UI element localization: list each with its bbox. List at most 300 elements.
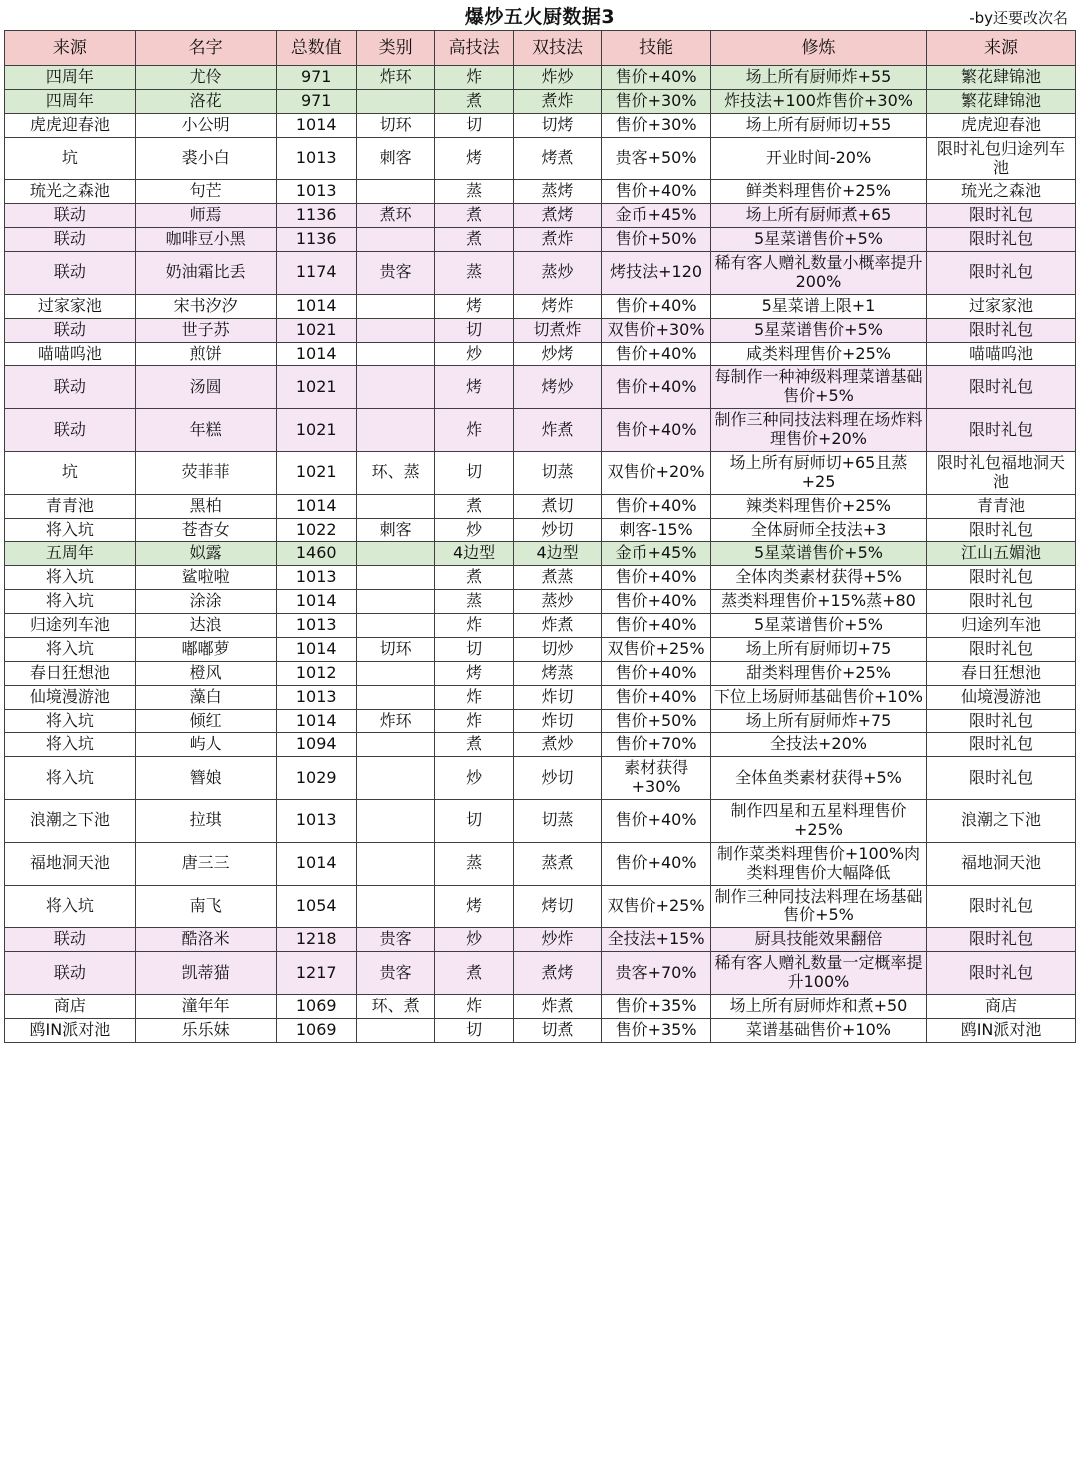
cell-training: 辣类料理售价+25% [710, 494, 926, 518]
cell-skill: 售价+40% [602, 614, 711, 638]
cell-training: 下位上场厨师基础售价+10% [710, 685, 926, 709]
table-header [5, 31, 1076, 66]
cell-total: 1014 [276, 113, 356, 137]
cell-type [356, 180, 434, 204]
cell-total: 1013 [276, 137, 356, 180]
cell-name: 年糕 [135, 409, 276, 452]
cell-dual-skill: 煮炒 [513, 733, 601, 757]
cell-type: 煮环 [356, 204, 434, 228]
cell-skill: 售价+30% [602, 89, 711, 113]
cell-name: 世子苏 [135, 318, 276, 342]
cell-name: 嘟嘟萝 [135, 637, 276, 661]
cell-total: 1012 [276, 661, 356, 685]
cell-skill: 贵客+70% [602, 952, 711, 995]
cell-dual-skill: 炒切 [513, 757, 601, 800]
cell-high-skill: 煮 [435, 733, 513, 757]
cell-name: 姒露 [135, 542, 276, 566]
cell-source: 四周年 [5, 89, 136, 113]
cell-high-skill: 切 [435, 113, 513, 137]
cell-dual-skill: 炒烤 [513, 342, 601, 366]
cell-name: 屿人 [135, 733, 276, 757]
cell-skill: 贵客+50% [602, 137, 711, 180]
table-row [5, 994, 1076, 1018]
cell-source2: 限时礼包 [927, 204, 1076, 228]
cell-source2: 虎虎迎春池 [927, 113, 1076, 137]
cell-total: 1218 [276, 928, 356, 952]
cell-type: 炸环 [356, 709, 434, 733]
cell-skill: 金币+45% [602, 542, 711, 566]
cell-total: 1021 [276, 451, 356, 494]
cell-name: 乐乐妹 [135, 1018, 276, 1042]
table-row [5, 614, 1076, 638]
table-header-row [5, 31, 1076, 66]
cell-type [356, 590, 434, 614]
cell-type [356, 342, 434, 366]
cell-source2: 限时礼包归途列车池 [927, 137, 1076, 180]
cell-source2: 仙境漫游池 [927, 685, 1076, 709]
cell-source: 联动 [5, 366, 136, 409]
cell-dual-skill: 煮烤 [513, 204, 601, 228]
table-row [5, 180, 1076, 204]
table-row [5, 757, 1076, 800]
table-row [5, 66, 1076, 90]
cell-skill: 售价+40% [602, 800, 711, 843]
cell-training: 制作三种同技法料理在场基础售价+5% [710, 885, 926, 928]
table-row [5, 494, 1076, 518]
cell-training: 每制作一种神级料理菜谱基础售价+5% [710, 366, 926, 409]
cell-high-skill: 切 [435, 800, 513, 843]
cell-high-skill: 炒 [435, 342, 513, 366]
cell-high-skill: 炒 [435, 928, 513, 952]
cell-type [356, 661, 434, 685]
cell-total: 1013 [276, 685, 356, 709]
cell-high-skill: 炸 [435, 685, 513, 709]
cell-source: 将入坑 [5, 566, 136, 590]
cell-source2: 限时礼包 [927, 952, 1076, 995]
cell-total: 1013 [276, 800, 356, 843]
cell-skill: 金币+45% [602, 204, 711, 228]
cell-type [356, 566, 434, 590]
cell-source: 喵喵呜池 [5, 342, 136, 366]
cell-dual-skill: 切煮炸 [513, 318, 601, 342]
cell-dual-skill: 烤炒 [513, 366, 601, 409]
cell-source: 联动 [5, 228, 136, 252]
cell-source2: 过家家池 [927, 294, 1076, 318]
cell-high-skill: 烤 [435, 294, 513, 318]
cell-source: 联动 [5, 252, 136, 295]
cell-high-skill: 蒸 [435, 252, 513, 295]
cell-high-skill: 煮 [435, 952, 513, 995]
cell-skill: 售价+40% [602, 366, 711, 409]
cell-type [356, 89, 434, 113]
column-header-high-skill: 高技法 [435, 31, 513, 66]
cell-name: 荧菲菲 [135, 451, 276, 494]
cell-training: 5星菜谱售价+5% [710, 614, 926, 638]
cell-training: 全体鱼类素材获得+5% [710, 757, 926, 800]
cell-name: 倾红 [135, 709, 276, 733]
cell-dual-skill: 蒸烤 [513, 180, 601, 204]
cell-name: 小公明 [135, 113, 276, 137]
cell-dual-skill: 煮烤 [513, 952, 601, 995]
table-row [5, 409, 1076, 452]
cell-name: 洛花 [135, 89, 276, 113]
cell-name: 汤圆 [135, 366, 276, 409]
cell-skill: 双售价+25% [602, 637, 711, 661]
cell-name: 裘小白 [135, 137, 276, 180]
cell-total: 1014 [276, 294, 356, 318]
cell-training: 场上所有厨师切+75 [710, 637, 926, 661]
table-row [5, 342, 1076, 366]
cell-skill: 售价+40% [602, 661, 711, 685]
cell-source: 福地洞天池 [5, 842, 136, 885]
cell-skill: 售价+50% [602, 709, 711, 733]
cell-name: 咖啡豆小黑 [135, 228, 276, 252]
cell-skill: 售价+50% [602, 228, 711, 252]
cell-training: 鲜类料理售价+25% [710, 180, 926, 204]
cell-source2: 浪潮之下池 [927, 800, 1076, 843]
cell-source2: 限时礼包 [927, 252, 1076, 295]
cell-high-skill: 炒 [435, 757, 513, 800]
cell-source: 浪潮之下池 [5, 800, 136, 843]
table-row [5, 842, 1076, 885]
cell-source2: 江山五媚池 [927, 542, 1076, 566]
cell-name: 唐三三 [135, 842, 276, 885]
cell-source: 四周年 [5, 66, 136, 90]
cell-skill: 双售价+30% [602, 318, 711, 342]
cell-training: 开业时间-20% [710, 137, 926, 180]
cell-source2: 限时礼包 [927, 733, 1076, 757]
cell-type: 刺客 [356, 518, 434, 542]
cell-type [356, 366, 434, 409]
cell-source2: 繁花肆锦池 [927, 66, 1076, 90]
table-row [5, 366, 1076, 409]
cell-source2: 限时礼包 [927, 637, 1076, 661]
cell-high-skill: 煮 [435, 494, 513, 518]
cell-name: 尤伶 [135, 66, 276, 90]
cell-source: 归途列车池 [5, 614, 136, 638]
cell-training: 稀有客人赠礼数量一定概率提升100% [710, 952, 926, 995]
table-row [5, 451, 1076, 494]
cell-training: 5星菜谱上限+1 [710, 294, 926, 318]
cell-source: 商店 [5, 994, 136, 1018]
cell-source: 坑 [5, 137, 136, 180]
cell-source: 将入坑 [5, 590, 136, 614]
cell-source2: 琉光之森池 [927, 180, 1076, 204]
cell-source: 将入坑 [5, 518, 136, 542]
table-row [5, 566, 1076, 590]
cell-source2: 限时礼包 [927, 928, 1076, 952]
table-row [5, 733, 1076, 757]
cell-skill: 售价+40% [602, 566, 711, 590]
cell-total: 1022 [276, 518, 356, 542]
cell-skill: 售价+40% [602, 294, 711, 318]
cell-name: 南飞 [135, 885, 276, 928]
cell-skill: 双售价+25% [602, 885, 711, 928]
cell-source: 将入坑 [5, 733, 136, 757]
cell-source2: 限时礼包 [927, 566, 1076, 590]
cell-training: 制作三种同技法料理在场炸料理售价+20% [710, 409, 926, 452]
cell-skill: 售价+35% [602, 1018, 711, 1042]
cell-source2: 喵喵呜池 [927, 342, 1076, 366]
cell-dual-skill: 炸煮 [513, 409, 601, 452]
cell-dual-skill: 切炒 [513, 637, 601, 661]
table-row [5, 318, 1076, 342]
cell-training: 全体肉类素材获得+5% [710, 566, 926, 590]
cell-source: 联动 [5, 409, 136, 452]
cell-high-skill: 烤 [435, 366, 513, 409]
cell-high-skill: 炸 [435, 709, 513, 733]
cell-source2: 限时礼包 [927, 409, 1076, 452]
cell-training: 场上所有厨师切+55 [710, 113, 926, 137]
cell-source2: 春日狂想池 [927, 661, 1076, 685]
cell-name: 煎饼 [135, 342, 276, 366]
cell-training: 菜谱基础售价+10% [710, 1018, 926, 1042]
table-row [5, 204, 1076, 228]
cell-high-skill: 煮 [435, 89, 513, 113]
cell-total: 1069 [276, 1018, 356, 1042]
cell-skill: 售价+40% [602, 180, 711, 204]
cell-source: 仙境漫游池 [5, 685, 136, 709]
cell-training: 场上所有厨师煮+65 [710, 204, 926, 228]
cell-dual-skill: 蒸炒 [513, 252, 601, 295]
byline: -by还要改次名 [969, 9, 1068, 27]
cell-high-skill: 4边型 [435, 542, 513, 566]
column-header-training: 修炼 [710, 31, 926, 66]
cell-name: 潼年年 [135, 994, 276, 1018]
cell-source: 联动 [5, 952, 136, 995]
cell-training: 场上所有厨师切+65且蒸+25 [710, 451, 926, 494]
table-row [5, 637, 1076, 661]
cell-skill: 售价+40% [602, 66, 711, 90]
cell-type [356, 757, 434, 800]
cell-high-skill: 煮 [435, 204, 513, 228]
cell-total: 1021 [276, 409, 356, 452]
cell-dual-skill: 炒切 [513, 518, 601, 542]
cell-source2: 青青池 [927, 494, 1076, 518]
cell-total: 1094 [276, 733, 356, 757]
cell-type: 切环 [356, 113, 434, 137]
column-header-skill: 技能 [602, 31, 711, 66]
cell-total: 1174 [276, 252, 356, 295]
table-row [5, 590, 1076, 614]
cell-source2: 鸥IN派对池 [927, 1018, 1076, 1042]
cell-training: 蒸类料理售价+15%蒸+80 [710, 590, 926, 614]
cell-source: 将入坑 [5, 709, 136, 733]
column-header-source2: 来源 [927, 31, 1076, 66]
cell-source: 春日狂想池 [5, 661, 136, 685]
cell-high-skill: 炸 [435, 66, 513, 90]
column-header-source: 来源 [5, 31, 136, 66]
cell-dual-skill: 炸炒 [513, 66, 601, 90]
cell-type: 环、煮 [356, 994, 434, 1018]
title-row [4, 4, 1076, 30]
cell-total: 1460 [276, 542, 356, 566]
cell-name: 师焉 [135, 204, 276, 228]
cell-dual-skill: 烤蒸 [513, 661, 601, 685]
cell-type [356, 800, 434, 843]
cell-source2: 限时礼包 [927, 885, 1076, 928]
cell-training: 场上所有厨师炸和煮+50 [710, 994, 926, 1018]
cell-dual-skill: 煮蒸 [513, 566, 601, 590]
cell-total: 1069 [276, 994, 356, 1018]
cell-high-skill: 切 [435, 1018, 513, 1042]
cell-total: 1054 [276, 885, 356, 928]
cell-type: 环、蒸 [356, 451, 434, 494]
cell-high-skill: 蒸 [435, 180, 513, 204]
cell-high-skill: 烤 [435, 137, 513, 180]
cell-dual-skill: 炸煮 [513, 614, 601, 638]
table-row [5, 518, 1076, 542]
cell-source: 琉光之森池 [5, 180, 136, 204]
cell-type [356, 1018, 434, 1042]
cell-training: 5星菜谱售价+5% [710, 542, 926, 566]
cell-training: 稀有客人赠礼数量小概率提升200% [710, 252, 926, 295]
cell-source: 联动 [5, 204, 136, 228]
cell-name: 拉琪 [135, 800, 276, 843]
cell-total: 1029 [276, 757, 356, 800]
table-row [5, 1018, 1076, 1042]
table-row [5, 928, 1076, 952]
cell-name: 鲨啦啦 [135, 566, 276, 590]
cell-name: 簪娘 [135, 757, 276, 800]
cell-source: 五周年 [5, 542, 136, 566]
cell-skill: 售价+40% [602, 685, 711, 709]
cell-type: 刺客 [356, 137, 434, 180]
table-row [5, 685, 1076, 709]
cell-total: 1021 [276, 366, 356, 409]
cell-name: 句芒 [135, 180, 276, 204]
cell-skill: 双售价+20% [602, 451, 711, 494]
cell-source: 联动 [5, 928, 136, 952]
cell-name: 苍杳女 [135, 518, 276, 542]
cell-training: 厨具技能效果翻倍 [710, 928, 926, 952]
cell-total: 971 [276, 89, 356, 113]
cell-skill: 售价+40% [602, 494, 711, 518]
cell-dual-skill: 炒炸 [513, 928, 601, 952]
table-row [5, 252, 1076, 295]
cell-skill: 刺客-15% [602, 518, 711, 542]
cell-total: 1013 [276, 614, 356, 638]
cell-dual-skill: 切蒸 [513, 800, 601, 843]
table-row [5, 709, 1076, 733]
cell-total: 971 [276, 66, 356, 90]
cell-total: 1014 [276, 709, 356, 733]
cell-source: 坑 [5, 451, 136, 494]
cell-dual-skill: 煮切 [513, 494, 601, 518]
cell-total: 1013 [276, 566, 356, 590]
cell-high-skill: 切 [435, 318, 513, 342]
cell-total: 1136 [276, 228, 356, 252]
cell-skill: 售价+35% [602, 994, 711, 1018]
cell-type: 切环 [356, 637, 434, 661]
cell-source2: 繁花肆锦池 [927, 89, 1076, 113]
cell-source: 鸥IN派对池 [5, 1018, 136, 1042]
cell-source2: 限时礼包 [927, 366, 1076, 409]
cell-dual-skill: 切煮 [513, 1018, 601, 1042]
cell-high-skill: 烤 [435, 661, 513, 685]
cell-dual-skill: 蒸煮 [513, 842, 601, 885]
cell-source2: 限时礼包 [927, 590, 1076, 614]
cell-high-skill: 切 [435, 451, 513, 494]
cell-skill: 烤技法+120 [602, 252, 711, 295]
cell-name: 酷洛米 [135, 928, 276, 952]
cell-high-skill: 炸 [435, 409, 513, 452]
cell-total: 1021 [276, 318, 356, 342]
cell-training: 全体厨师全技法+3 [710, 518, 926, 542]
cell-total: 1217 [276, 952, 356, 995]
cell-name: 奶油霜比丢 [135, 252, 276, 295]
cell-high-skill: 烤 [435, 885, 513, 928]
cell-training: 制作菜类料理售价+100%肉类料理售价大幅降低 [710, 842, 926, 885]
cell-source2: 限时礼包 [927, 318, 1076, 342]
cell-dual-skill: 烤切 [513, 885, 601, 928]
cell-high-skill: 煮 [435, 566, 513, 590]
cell-training: 5星菜谱售价+5% [710, 228, 926, 252]
cell-type [356, 294, 434, 318]
cell-name: 黑柏 [135, 494, 276, 518]
cell-dual-skill: 切蒸 [513, 451, 601, 494]
cell-source2: 福地洞天池 [927, 842, 1076, 885]
cell-source: 将入坑 [5, 757, 136, 800]
table-row [5, 294, 1076, 318]
cell-high-skill: 蒸 [435, 842, 513, 885]
cell-training: 场上所有厨师炸+55 [710, 66, 926, 90]
cell-skill: 素材获得+30% [602, 757, 711, 800]
cell-high-skill: 切 [435, 637, 513, 661]
table-row [5, 800, 1076, 843]
cell-source2: 归途列车池 [927, 614, 1076, 638]
cell-skill: 售价+40% [602, 842, 711, 885]
cell-type [356, 885, 434, 928]
cell-dual-skill: 切烤 [513, 113, 601, 137]
cell-training: 制作四星和五星料理售价+25% [710, 800, 926, 843]
cell-type [356, 842, 434, 885]
cell-dual-skill: 煮炸 [513, 89, 601, 113]
cell-training: 5星菜谱售价+5% [710, 318, 926, 342]
cell-type [356, 318, 434, 342]
page-title: 爆炒五火厨数据3 [464, 6, 616, 28]
cell-skill: 售价+70% [602, 733, 711, 757]
cell-type [356, 409, 434, 452]
cell-total: 1014 [276, 342, 356, 366]
cell-source2: 限时礼包福地洞天池 [927, 451, 1076, 494]
cell-type [356, 228, 434, 252]
cell-training: 咸类料理售价+25% [710, 342, 926, 366]
cell-type [356, 494, 434, 518]
cell-total: 1014 [276, 842, 356, 885]
column-header-total: 总数值 [276, 31, 356, 66]
cell-name: 橙风 [135, 661, 276, 685]
cell-training: 全技法+20% [710, 733, 926, 757]
cell-type: 贵客 [356, 928, 434, 952]
chef-data-table [4, 30, 1076, 1043]
cell-source: 将入坑 [5, 885, 136, 928]
cell-skill: 售价+40% [602, 342, 711, 366]
cell-high-skill: 蒸 [435, 590, 513, 614]
cell-source2: 限时礼包 [927, 228, 1076, 252]
cell-type: 贵客 [356, 252, 434, 295]
cell-high-skill: 炸 [435, 994, 513, 1018]
table-row [5, 89, 1076, 113]
cell-name: 藻白 [135, 685, 276, 709]
cell-type [356, 733, 434, 757]
cell-dual-skill: 烤炸 [513, 294, 601, 318]
cell-dual-skill: 4边型 [513, 542, 601, 566]
cell-training: 场上所有厨师炸+75 [710, 709, 926, 733]
cell-training: 炸技法+100炸售价+30% [710, 89, 926, 113]
cell-name: 凯蒂猫 [135, 952, 276, 995]
table-row [5, 113, 1076, 137]
